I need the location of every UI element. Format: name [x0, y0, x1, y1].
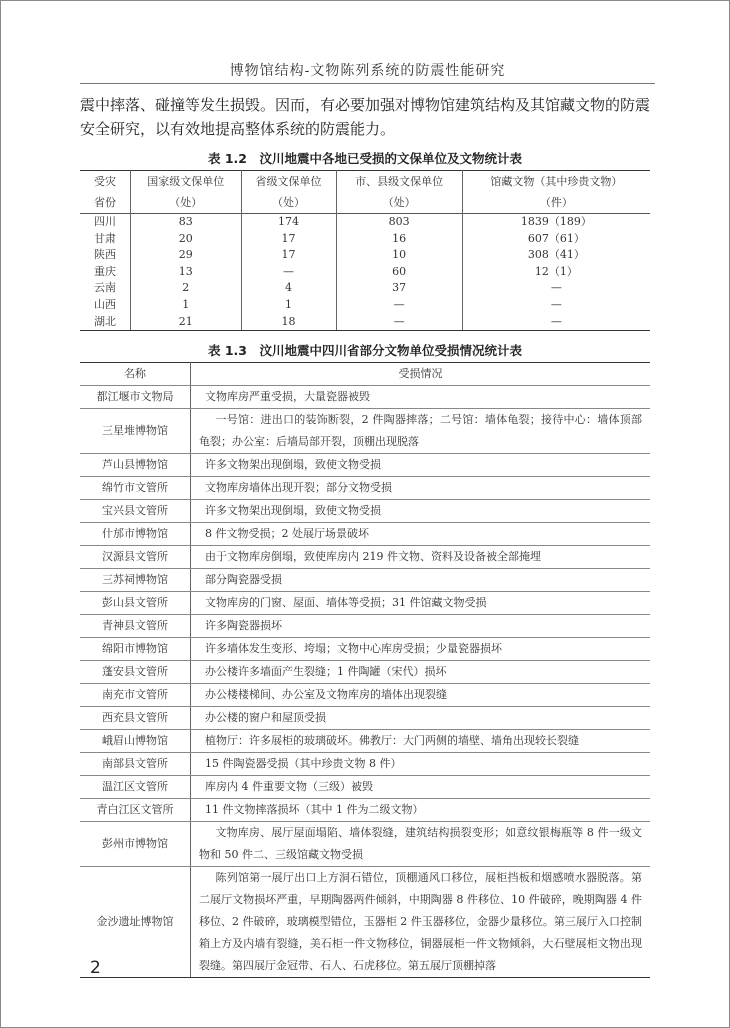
province-cell: 四川: [94, 215, 116, 228]
province-cell: 云南: [94, 281, 116, 295]
unit-name-cell: 西充县文管所: [80, 707, 191, 730]
header-cell: （处）: [336, 192, 462, 214]
value-cell: —: [462, 314, 650, 331]
value-cell: 174: [241, 214, 336, 231]
table-row: [80, 730, 650, 753]
table-row: [80, 638, 650, 661]
table-header-row: [80, 171, 650, 193]
value-cell: 1: [241, 297, 336, 314]
running-header: 博物馆结构-文物陈列系统的防震性能研究: [229, 63, 506, 79]
damage-description-cell: 8 件文物受损；2 处展厅场景破坏: [191, 523, 651, 546]
unit-name-cell: 芦山县博物馆: [80, 454, 191, 477]
value-cell: 21: [131, 314, 242, 331]
table-row: [80, 264, 650, 281]
value-cell: 18: [241, 314, 336, 331]
damage-description-cell: 库房内 4 件重要文物（三级）被毁: [191, 776, 651, 799]
province-cell: 山西: [94, 297, 116, 311]
damage-description-cell: 植物厅：许多展柜的玻璃破坏。佛教厅：大门两侧的墙壁、墙角出现较长裂缝: [191, 730, 651, 753]
unit-name-cell: 绵阳市博物馆: [80, 638, 191, 661]
value-cell: 60: [336, 264, 462, 281]
unit-name-cell: 彭山县文管所: [80, 592, 191, 615]
table-row: [80, 523, 650, 546]
table-row: [80, 615, 650, 638]
damage-description-cell: 许多墙体发生变形、垮塌；文物中心库房受损；少量瓷器损坏: [191, 638, 651, 661]
value-cell: 13: [131, 264, 242, 281]
table-row: [80, 214, 650, 231]
page-number: 2: [90, 958, 101, 978]
unit-name-cell: 彭州市博物馆: [80, 822, 191, 867]
damage-description-cell: 许多文物架出现倒塌，致使文物受损: [191, 500, 651, 523]
value-cell: 1: [131, 297, 242, 314]
table-row: [80, 799, 650, 822]
unit-name-cell: 南充市文管所: [80, 684, 191, 707]
province-cell: 湖北: [80, 314, 131, 331]
value-cell: 1839（189）: [462, 214, 650, 231]
value-cell: 308（41）: [462, 247, 650, 264]
value-cell: 4: [241, 280, 336, 297]
header-cell-damage: 受损情况: [191, 363, 651, 386]
value-cell: —: [462, 280, 650, 297]
table-row: [80, 707, 650, 730]
header-cell-name: 名称: [80, 363, 191, 386]
unit-name-cell: 三星堆博物馆: [80, 409, 191, 454]
table-row: [80, 569, 650, 592]
table-row: [80, 776, 650, 799]
value-cell: 29: [131, 247, 242, 264]
value-cell: 83: [131, 214, 242, 231]
unit-name-cell: 三苏祠博物馆: [80, 569, 191, 592]
damage-description-cell: 文物库房、展厅屋面塌陷、墙体裂缝，建筑结构损裂变形；如意纹银梅瓶等 8 件一级文物和 50 件二、三级馆藏文物受损: [191, 822, 651, 867]
value-cell: 37: [336, 280, 462, 297]
body-paragraph: 震中摔落、碰撞等发生损毁。因而，有必要加强对博物馆建筑结构及其馆藏文物的防震安全研究，以有效地提高整体系统的防震能力。: [80, 96, 651, 138]
header-cell: （处）: [131, 192, 242, 214]
value-cell: 16: [336, 231, 462, 248]
damage-description-cell: 办公楼楼梯间、办公室及文物库房的墙体出现裂缝: [191, 684, 651, 707]
value-cell: 17: [241, 231, 336, 248]
unit-name-cell: 什邡市博物馆: [80, 523, 191, 546]
table-row: [80, 753, 650, 776]
unit-name-cell: 温江区文管所: [80, 776, 191, 799]
table-row: [80, 231, 650, 248]
table-header-row: [80, 192, 650, 214]
table-row: [80, 867, 650, 978]
unit-name-cell: 南部县文管所: [80, 753, 191, 776]
table-header-row: [80, 363, 650, 386]
table-row: [80, 454, 650, 477]
value-cell: 20: [131, 231, 242, 248]
damage-description-cell: 一号馆：进出口的装饰断裂，2 件陶器摔落；二号馆：墙体龟裂；接待中心：墙体顶部龟裂；办公室：后墙局部开裂，顶棚出现脱落: [191, 409, 651, 454]
table-1-2: [80, 170, 650, 331]
header-cell: 馆藏文物（其中珍贵文物）: [462, 171, 650, 193]
unit-name-cell: 峨眉山博物馆: [80, 730, 191, 753]
damage-description-cell: 陈列馆第一展厅出口上方洞石错位，顶棚通风口移位，展柜挡板和烟感喷水器脱落。第二展厅文物损坏严重，早期陶器两件倾斜，中期陶器 8 件移位、10 件破碎，晚期陶器 4 件移位、2 件破碎，玻璃模型错位，玉器柜 2 件玉器移位，金器少量移位。第三展厅入口控制箱上方及内墙有裂缝，美石柜一件文物移位，铜器展柜一件文物倾斜，大石壁展柜文物出现裂缝。第四展厅金冠带、石人、石虎移位。第五展厅顶棚掉落: [191, 867, 651, 978]
table-row: [80, 297, 650, 314]
header-cell: （处）: [241, 192, 336, 214]
header-cell: 省级文保单位: [241, 171, 336, 193]
damage-description-cell: 办公楼许多墙面产生裂缝；1 件陶罐（宋代）损坏: [191, 661, 651, 684]
damage-description-cell: 文物库房的门窗、屋面、墙体等受损；31 件馆藏文物受损: [191, 592, 651, 615]
damage-description-cell: 许多陶瓷器损坏: [191, 615, 651, 638]
table-row: [80, 247, 650, 264]
table-row: [80, 314, 650, 331]
table-row: [80, 500, 650, 523]
unit-name-cell: 蓬安县文管所: [80, 661, 191, 684]
header-cell: （件）: [462, 192, 650, 214]
value-cell: —: [241, 264, 336, 281]
value-cell: 12（1）: [462, 264, 650, 281]
damage-description-cell: 许多文物架出现倒塌，致使文物受损: [191, 454, 651, 477]
damage-description-cell: 15 件陶瓷器受损（其中珍贵文物 8 件）: [191, 753, 651, 776]
province-cell: 甘肃: [94, 231, 116, 245]
value-cell: 10: [336, 247, 462, 264]
header-cell: 省份: [94, 196, 116, 209]
unit-name-cell: 绵竹市文管所: [80, 477, 191, 500]
value-cell: —: [336, 314, 462, 331]
unit-name-cell: 青神县文管所: [80, 615, 191, 638]
unit-name-cell: 青白江区文管所: [80, 799, 191, 822]
table-row: [80, 822, 650, 867]
header-cell: 市、县级文保单位: [336, 171, 462, 193]
table-row: [80, 477, 650, 500]
damage-description-cell: 11 件文物摔落损坏（其中 1 件为二级文物）: [191, 799, 651, 822]
table-row: [80, 684, 650, 707]
value-cell: —: [336, 297, 462, 314]
unit-name-cell: 都江堰市文物局: [80, 386, 191, 409]
damage-description-cell: 部分陶瓷器受损: [191, 569, 651, 592]
header-cell: 受灾: [94, 175, 116, 188]
value-cell: 17: [241, 247, 336, 264]
table-row: [80, 546, 650, 569]
table-row: [80, 280, 650, 297]
value-cell: 803: [336, 214, 462, 231]
header-cell: 国家级文保单位: [131, 171, 242, 193]
table-row: [80, 409, 650, 454]
province-cell: 重庆: [94, 264, 116, 278]
table-row: [80, 386, 650, 409]
unit-name-cell: 宝兴县文管所: [80, 500, 191, 523]
table-row: [80, 661, 650, 684]
province-cell: 陕西: [94, 248, 116, 262]
unit-name-cell: 汉源县文管所: [80, 546, 191, 569]
value-cell: 2: [131, 280, 242, 297]
table-row: [80, 592, 650, 615]
table-1-3-caption: 表 1.3 汶川地震中四川省部分文物单位受损情况统计表: [208, 343, 522, 358]
unit-name-cell: 金沙遗址博物馆: [80, 867, 191, 978]
damage-description-cell: 文物库房墙体出现开裂；部分文物受损: [191, 477, 651, 500]
damage-description-cell: 办公楼的窗户和屋顶受损: [191, 707, 651, 730]
damage-description-cell: 由于文物库房倒塌，致使库房内 219 件文物、资料及设备被全部掩埋: [191, 546, 651, 569]
value-cell: 607（61）: [462, 231, 650, 248]
header-rule: [80, 83, 655, 84]
table-1-3: [80, 362, 650, 978]
damage-description-cell: 文物库房严重受损，大量瓷器被毁: [191, 386, 651, 409]
value-cell: —: [462, 297, 650, 314]
table-1-2-caption: 表 1.2 汶川地震中各地已受损的文保单位及文物统计表: [208, 151, 522, 166]
